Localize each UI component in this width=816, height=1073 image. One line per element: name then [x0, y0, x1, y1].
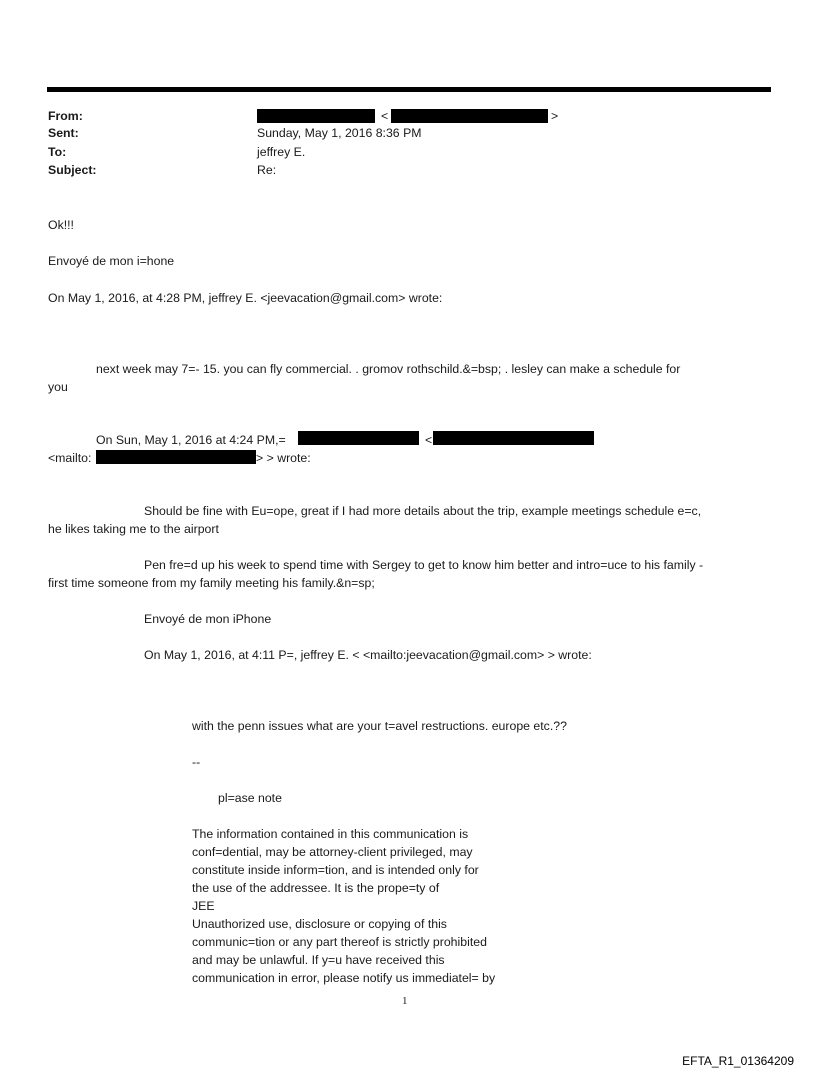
message-3-line-1: Pen fre=d up his week to spend time with Sergey to get to know him better and intro=uce to his family -: [144, 558, 704, 572]
disclaimer-line: constitute inside inform=tion, and is intended only for: [192, 863, 479, 877]
page-number: 1: [402, 995, 408, 1007]
message-4: with the penn issues what are your t=avel restructions. europe etc.??: [192, 719, 567, 733]
quote-header-2-mailto: <mailto:: [48, 451, 92, 465]
quote-header-1: On May 1, 2016, at 4:28 PM, jeffrey E. <jeevacation@gmail.com> wrote:: [48, 291, 443, 305]
redacted-email-2: [433, 431, 594, 445]
sent-value: Sunday, May 1, 2016 8:36 PM: [257, 126, 422, 140]
message-2-line-1: Should be fine with Eu=ope, great if I had more details about the trip, example meetings schedule e=c,: [144, 504, 702, 518]
quote-header-2-bracket: <: [425, 433, 433, 447]
from-close-bracket: >: [551, 109, 559, 123]
disclaimer-line: the use of the addressee. It is the prope=ty of: [192, 881, 440, 895]
subject-label: Subject:: [48, 163, 97, 177]
signature-1: Envoyé de mon i=hone: [48, 254, 175, 268]
quote-header-2-wrote: > > wrote:: [256, 451, 311, 465]
to-label: To:: [48, 145, 67, 159]
disclaimer-line: communic=tion or any part thereof is strictly prohibited: [192, 935, 487, 949]
subject-value: Re:: [257, 163, 277, 177]
sent-label: Sent:: [48, 126, 79, 140]
signature-dashes: --: [192, 755, 201, 769]
message-1-line-2: you: [48, 380, 68, 394]
reply-text: Ok!!!: [48, 218, 74, 232]
redacted-sender-name: [257, 109, 375, 123]
quote-header-3: On May 1, 2016, at 4:11 P=, jeffrey E. < <mailto:jeevacation@gmail.com> > wrote:: [144, 648, 592, 662]
disclaimer-line: JEE: [192, 899, 215, 913]
from-label: From:: [48, 109, 83, 123]
quote-header-2: On Sun, May 1, 2016 at 4:24 PM,=: [96, 433, 286, 447]
redacted-name-2: [298, 431, 419, 445]
redacted-sender-email: [391, 109, 548, 123]
redacted-mailto-2: [96, 450, 256, 464]
from-open-bracket: <: [381, 109, 389, 123]
disclaimer-line: Unauthorized use, disclosure or copying of this: [192, 917, 447, 931]
disclaimer-line: and may be unlawful. If y=u have received this: [192, 953, 445, 967]
signature-2: Envoyé de mon iPhone: [144, 612, 272, 626]
document-id: EFTA_R1_01364209: [682, 1054, 794, 1068]
header-rule: [47, 87, 771, 92]
message-1-line-1: next week may 7=- 15. you can fly commercial. . gromov rothschild.&=bsp; . lesley can make a schedule for: [96, 362, 681, 376]
message-2-line-2: he likes taking me to the airport: [48, 522, 219, 536]
disclaimer-line: communication in error, please notify us immediatel= by: [192, 971, 496, 985]
disclaimer-line: conf=dential, may be attorney-client privileged, may: [192, 845, 473, 859]
disclaimer-line: The information contained in this communication is: [192, 827, 469, 841]
to-value: jeffrey E.: [257, 145, 306, 159]
please-note: pl=ase note: [218, 791, 282, 805]
message-3-line-2: first time someone from my family meeting his family.&n=sp;: [48, 576, 375, 590]
